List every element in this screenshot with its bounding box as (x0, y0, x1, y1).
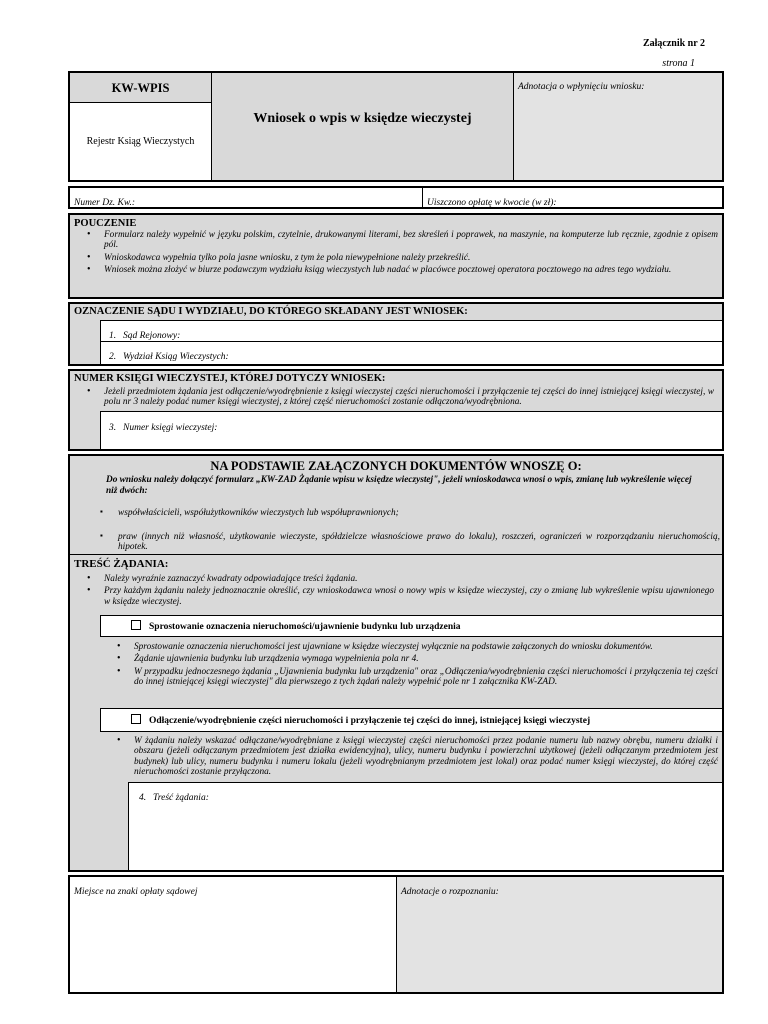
documents-title: NA PODSTAWIE ZAŁĄCZONYCH DOKUMENTÓW WNOSZĘ O: (210, 459, 582, 473)
option-detach-note: • W żądaniu należy wskazać odłączane/wyodrębniane z księgi wieczystej części nieruchomości przez podanie numeru lub nazwy obrębu, numeru działki i obszaru (jeżeli odłączanym przedmiotem jest działka ewidencyjna), ulicy, numeru budynku i powierzchni użytkowej (jeżeli odłączanym przedmiotem jest budynek) lub ulicy, numeru budynku i numeru lokalu (jeżeli wyodrębnianym przedmiotem jest lokal) oraz podać numer księgi wieczystej, do której część nieruchomości zostanie przyłączona. (134, 736, 718, 778)
request-instruction: • Przy każdym żądaniu należy jednoznacznie określić, czy wnioskodawca wnosi o nowy wpis w księdze wieczystej, czy o zmianę lub wykreślenie wpisu ujawnionego w księdze wieczystej. (104, 586, 714, 607)
receipt-annotation-label: Adnotacja o wpłynięciu wniosku: (518, 82, 645, 92)
option-detach-checkbox[interactable] (131, 714, 141, 724)
receipt-annotation-field[interactable] (514, 73, 722, 180)
footer-block (68, 875, 724, 994)
request-content-title: TREŚĆ ŻĄDANIA: (74, 558, 169, 570)
option-correction-note: • Sprostowanie oznaczenia nieruchomości jest ujawniane w księdze wieczystej wyłącznie na podstawie załączonych do wniosku dokumentów. (134, 642, 718, 652)
field-number: 1. (109, 331, 117, 341)
journal-number-field[interactable] (70, 188, 423, 207)
documents-note: Do wniosku należy dołączyć formularz „KW-ZAD Żądanie wpisu w księdze wieczystej", jeżeli wnioskodawca wnosi o wpis, zmianę lub wykreślenie więcej niż dwóch: (106, 475, 692, 496)
fee-stamp-area[interactable] (70, 877, 397, 992)
fee-amount-field[interactable] (423, 188, 722, 207)
register-number-note: • Jeżeli przedmiotem żądania jest odłączenie/wyodrębnienie z księgi wieczystej części nieruchomości i przyłączenie tej części do innej istniejącej księgi wieczystej, w polu nr 3 należy podać numer księgi wieczystej, z której część nieruchomości zostanie odłączona/wyodrębniona. (104, 387, 714, 408)
request-section (68, 454, 724, 872)
instruction-item: • Formularz należy wypełnić w języku polskim, czytelnie, drukowanymi literami, bez skreśleń i poprawek, na maszynie, na komputerze lub ręcznie, zgodnie z opisem pól. (104, 230, 718, 251)
registry-name: Rejestr Ksiąg Wieczystych (70, 103, 212, 180)
journal-number-label: Numer Dz. Kw.: (74, 198, 136, 208)
instruction-item: • Wnioskodawca wypełnia tylko pola jasne wniosku, z tym że pola niewypełnione należy przekreślić. (104, 253, 718, 263)
form-code: KW-WPIS (70, 73, 212, 103)
option-detach-label: Odłączenie/wyodrębnienie części nieruchomości i przyłączenie tej części do innej, istniejącej księgi wieczystej (149, 716, 591, 726)
review-annotation-area[interactable] (397, 877, 722, 992)
option-detach-checkbox-row[interactable] (100, 708, 722, 732)
documents-list-item: ▪ praw (innych niż własność, użytkowanie wieczyste, spółdzielcze własnościowe prawo do lokalu), roszczeń, ograniczeń w rozporządzaniu nieruchomością, hipotek. (100, 531, 720, 553)
field-number: 4. (139, 793, 147, 803)
option-correction-label: Sprostowanie oznaczenia nieruchomości/ujawnienie budynku lub urządzenia (149, 622, 461, 632)
department-field[interactable] (100, 342, 722, 364)
court-label: Sąd Rejonowy: (123, 331, 181, 341)
field-number: 3. (109, 423, 117, 433)
register-number-title: NUMER KSIĘGI WIECZYSTEJ, KTÓREJ DOTYCZY WNIOSEK: (74, 373, 386, 384)
instructions-title: POUCZENIE (74, 218, 137, 229)
review-annotation-label: Adnotacje o rozpoznaniu: (401, 887, 499, 897)
documents-list-item: ▪ współwłaścicieli, współużytkowników wieczystych lub współuprawnionych; (100, 507, 399, 518)
page-number: strona 1 (662, 58, 695, 69)
fee-stamp-label: Miejsce na znaki opłaty sądowej (74, 887, 198, 897)
request-content-field[interactable] (128, 782, 722, 870)
court-section-title: OZNACZENIE SĄDU I WYDZIAŁU, DO KTÓREGO SKŁADANY JEST WNIOSEK: (74, 306, 468, 317)
option-correction-checkbox[interactable] (131, 620, 141, 630)
option-correction-checkbox-row[interactable] (100, 615, 722, 637)
option-correction-note: • Żądanie ujawnienia budynku lub urządzenia wymaga wypełnienia pola nr 4. (134, 654, 718, 664)
divider (70, 554, 722, 555)
fee-amount-label: Uiszczono opłatę w kwocie (w zł): (427, 198, 557, 208)
form-title: Wniosek o wpis w księdze wieczystej (212, 73, 514, 180)
fees-row (68, 186, 724, 209)
instructions-section (68, 213, 724, 299)
option-correction-note: • W przypadku jednoczesnego żądania „Ujawnienia budynku lub urządzenia" oraz „Odłączenia/wyodrębnienia części nieruchomości i przyłączenia tej części do innej istniejącej księgi wieczystej" dla pierwszego z tych żądań należy wypełnić pole nr 1 załącznika KW-ZAD. (134, 667, 718, 688)
request-content-label: Treść żądania: (153, 793, 209, 803)
field-number: 2. (109, 352, 117, 362)
header-block (68, 71, 724, 182)
attachment-label: Załącznik nr 2 (642, 38, 705, 49)
register-number-label: Numer księgi wieczystej: (123, 423, 218, 433)
court-field[interactable] (100, 320, 722, 342)
instruction-item: • Wniosek można złożyć w biurze podawczym wydziału ksiąg wieczystych lub nadać w placówce pocztowej operatora pocztowego na adres tego wydziału. (104, 265, 718, 275)
court-section (68, 302, 724, 366)
register-number-section (68, 369, 724, 451)
register-number-field[interactable] (100, 411, 722, 449)
request-instruction: • Należy wyraźnie zaznaczyć kwadraty odpowiadające treści żądania. (104, 574, 714, 584)
department-label: Wydział Ksiąg Wieczystych: (123, 352, 229, 362)
